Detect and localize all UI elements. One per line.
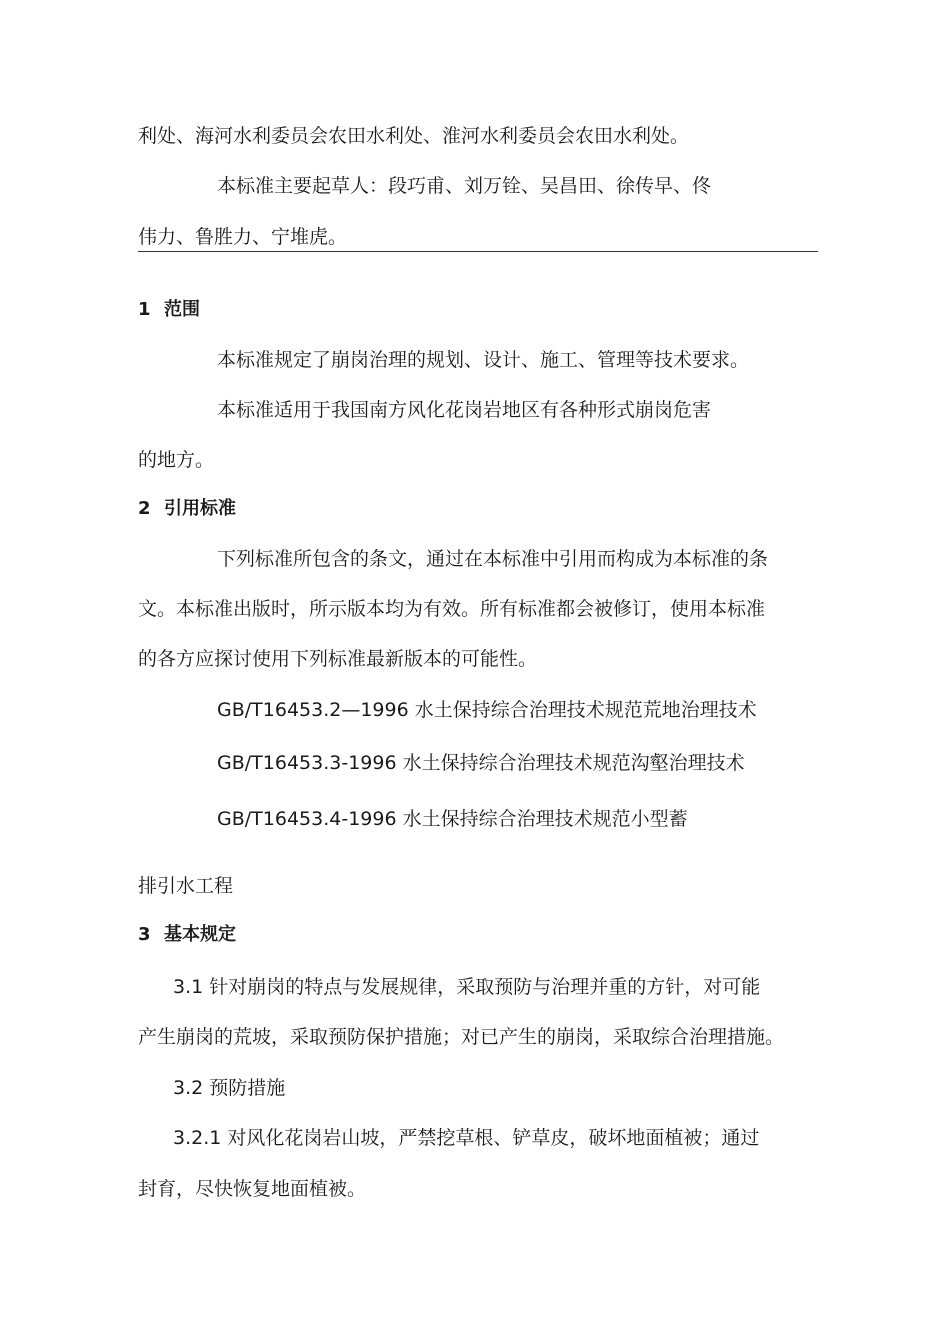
- reference-item-cont: 排引水工程: [138, 875, 234, 897]
- section-title: 基本规定: [164, 924, 236, 945]
- reference-item: GB/T16453.4-1996 水土保持综合治理技术规范小型蓄: [217, 808, 688, 830]
- reference-item: GB/T16453.2—1996 水土保持综合治理技术规范荒地治理技术: [217, 699, 757, 721]
- reference-item: GB/T16453.3-1996 水土保持综合治理技术规范沟壑治理技术: [217, 752, 745, 774]
- section-3-heading: [138, 922, 236, 948]
- scope-paragraph: 本标准适用于我国南方风化花岗岩地区有各种形式崩岗危害: [217, 399, 712, 421]
- clause-3-2: 3.2 预防措施: [173, 1077, 286, 1099]
- clause-3-2-1: 3.2.1 对风化花岗岩山坡，严禁挖草根、铲草皮，破坏地面植被；通过: [173, 1127, 760, 1149]
- section-number: 1: [138, 299, 151, 320]
- divider-rule: [138, 251, 818, 252]
- clause-3-2-1-cont: 封育，尽快恢复地面植被。: [138, 1178, 367, 1200]
- section-title: 范围: [164, 299, 200, 320]
- references-paragraph-cont: 文。本标准出版时，所示版本均为有效。所有标准都会被修订，使用本标准: [138, 598, 766, 620]
- clause-3-1: 3.1 针对崩岗的特点与发展规律，采取预防与治理并重的方针，对可能: [173, 976, 761, 998]
- references-paragraph: 下列标准所包含的条文，通过在本标准中引用而构成为本标准的条: [217, 548, 769, 570]
- scope-paragraph: 本标准规定了崩岗治理的规划、设计、施工、管理等技术要求。: [217, 349, 750, 371]
- section-1-heading: [138, 297, 200, 323]
- drafters-line: 本标准主要起草人：段巧甫、刘万铨、吴昌田、徐传早、佟: [217, 175, 712, 197]
- section-number: 3: [138, 924, 151, 945]
- section-number: 2: [138, 498, 151, 519]
- references-paragraph-cont: 的各方应探讨使用下列标准最新版本的可能性。: [138, 648, 538, 670]
- preface-line: 利处、海河水利委员会农田水利处、淮河水利委员会农田水利处。: [138, 125, 690, 147]
- section-title: 引用标准: [164, 498, 236, 519]
- section-2-heading: [138, 496, 236, 522]
- clause-3-1-cont: 产生崩岗的荒坡，采取预防保护措施；对已产生的崩岗，采取综合治理措施。: [138, 1026, 785, 1048]
- scope-paragraph-cont: 的地方。: [138, 449, 215, 471]
- drafters-line-cont: 伟力、鲁胜力、宁堆虎。: [138, 226, 348, 248]
